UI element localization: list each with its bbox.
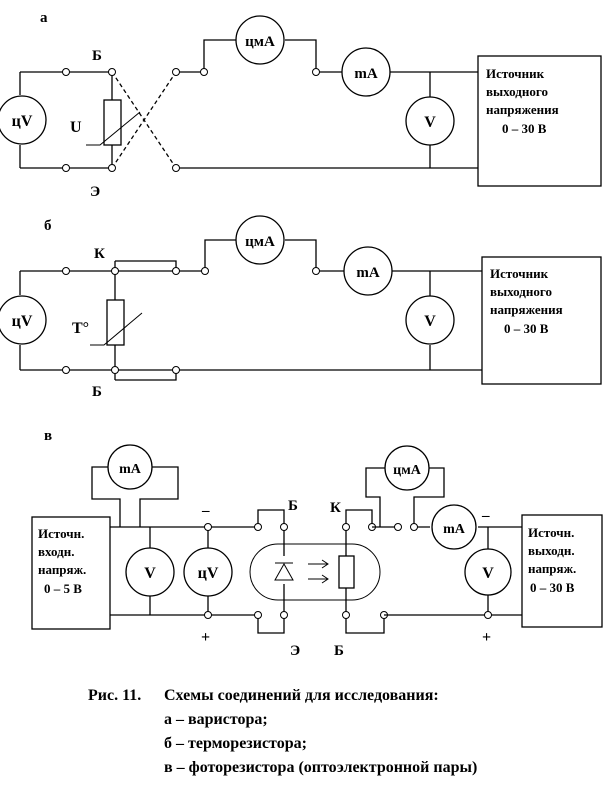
panel-a-letter: а bbox=[40, 10, 48, 26]
figure-title: Схемы соединений для исследования: bbox=[164, 687, 439, 704]
panel-c-node-b-bottom: Б bbox=[334, 643, 344, 659]
caption-item: в – фоторезистора (оптоэлектронной пары) bbox=[164, 759, 478, 776]
panel-c-source-left-line: Источн. bbox=[38, 526, 85, 541]
panel-b-element-label: T° bbox=[72, 320, 90, 337]
panel-c-terminal bbox=[343, 524, 350, 531]
panel-a-node-top: Б bbox=[92, 48, 102, 64]
panel-c-meter-v-right-label: V bbox=[482, 565, 494, 582]
panel-c-terminal bbox=[281, 524, 288, 531]
panel-a-node-bottom: Э bbox=[90, 184, 101, 200]
panel-c-terminal bbox=[395, 524, 402, 531]
panel-a-terminal bbox=[313, 69, 320, 76]
panel-c-terminal bbox=[411, 524, 418, 531]
panel-c-terminal bbox=[281, 612, 288, 619]
panel-a-element-label: U bbox=[70, 119, 82, 136]
panel-c-source-left-line: напряж. bbox=[38, 562, 87, 577]
panel-c-terminal bbox=[343, 612, 350, 619]
panel-a-source-line: напряжения bbox=[486, 102, 559, 117]
panel-a-source-line: Источник bbox=[486, 66, 545, 81]
panel-a-terminal bbox=[173, 165, 180, 172]
panel-b-thermistor bbox=[107, 300, 124, 345]
panel-b-meter-ma-label: mA bbox=[356, 265, 380, 281]
panel-a-terminal bbox=[109, 69, 116, 76]
panel-c-meter-cma-label: цмА bbox=[393, 463, 421, 478]
panel-b-top-wire bbox=[176, 240, 482, 271]
panel-c-node-k-top: К bbox=[330, 500, 341, 516]
panel-c-terminal bbox=[255, 524, 262, 531]
panel-c-node-b-top: Б bbox=[288, 498, 298, 514]
panel-a-meter-v-label: V bbox=[424, 114, 436, 131]
panel-b-meter-cv-label: цV bbox=[11, 313, 33, 330]
panel-b-terminal bbox=[202, 268, 209, 275]
panel-b-node-bottom: Б bbox=[92, 384, 102, 400]
panel-c-terminal bbox=[205, 612, 212, 619]
panel-a-meter-cma-label: цмА bbox=[245, 34, 275, 50]
panel-a bbox=[0, 10, 601, 200]
panel-c-terminal bbox=[205, 524, 212, 531]
panel-c-terminal bbox=[255, 612, 262, 619]
panel-c-source-right-line: 0 – 30 В bbox=[530, 580, 575, 595]
panel-a-terminal bbox=[63, 69, 70, 76]
panel-a-varistor bbox=[104, 100, 121, 145]
panel-a-terminal bbox=[173, 69, 180, 76]
panel-b-source-line: выходного bbox=[490, 284, 552, 299]
panel-c-meter-ma-left-label: mA bbox=[119, 462, 141, 477]
panel-a-meter-cv-label: цV bbox=[11, 113, 33, 130]
panel-c-letter: в bbox=[44, 428, 53, 444]
panel-b-node-top: К bbox=[94, 246, 105, 262]
panel-a-terminal bbox=[63, 165, 70, 172]
panel-c-minus-left: – bbox=[202, 503, 210, 519]
panel-c-source-left-line: 0 – 5 В bbox=[44, 581, 82, 596]
panel-c-meter-ma-right-label: mA bbox=[443, 522, 465, 537]
panel-a-meter-ma-label: mA bbox=[354, 66, 378, 82]
panel-c-photoresistor bbox=[339, 556, 354, 588]
panel-c-optocoupler-body bbox=[250, 544, 380, 600]
panel-b-source-line: Источник bbox=[490, 266, 549, 281]
caption-item: б – терморезистора; bbox=[164, 735, 307, 752]
panel-b-terminal bbox=[63, 367, 70, 374]
panel-a-top-wire bbox=[176, 40, 478, 72]
panel-a-terminal bbox=[109, 165, 116, 172]
panel-b-source-line: напряжения bbox=[490, 302, 563, 317]
panel-c bbox=[32, 428, 602, 659]
panel-c-plus-left: + bbox=[201, 629, 211, 646]
panel-b-meter-v-label: V bbox=[424, 313, 436, 330]
panel-c-source-right-line: Источн. bbox=[528, 525, 575, 540]
panel-a-terminal bbox=[201, 69, 208, 76]
panel-c-source-right-line: выходн. bbox=[528, 543, 575, 558]
panel-a-source-line: выходного bbox=[486, 84, 548, 99]
panel-b-terminal bbox=[173, 367, 180, 374]
panel-c-node-e-bottom: Э bbox=[290, 643, 301, 659]
panel-b-terminal bbox=[112, 367, 119, 374]
panel-b-terminal bbox=[313, 268, 320, 275]
panel-c-source-right-line: напряж. bbox=[528, 561, 577, 576]
panel-b-meter-cma-label: цмА bbox=[245, 234, 275, 250]
panel-a-source-line: 0 – 30 В bbox=[502, 121, 547, 136]
panel-b-source-line: 0 – 30 В bbox=[504, 321, 549, 336]
panel-c-led-diode bbox=[275, 563, 293, 580]
panel-b-terminal bbox=[173, 268, 180, 275]
figure-number: Рис. 11. bbox=[88, 687, 142, 704]
caption-item: а – варистора; bbox=[164, 711, 268, 728]
panel-b-terminal bbox=[63, 268, 70, 275]
panel-c-meter-cv-label: цV bbox=[197, 565, 219, 582]
panel-c-minus-right: – bbox=[482, 508, 490, 524]
panel-b-terminal bbox=[112, 268, 119, 275]
panel-b bbox=[0, 216, 601, 400]
panel-c-terminal bbox=[485, 612, 492, 619]
panel-c-plus-right: + bbox=[482, 629, 492, 646]
panel-c-source-left-line: входн. bbox=[38, 544, 75, 559]
panel-c-light-arrows bbox=[308, 560, 328, 583]
panel-b-letter: б bbox=[44, 218, 52, 234]
panel-c-meter-v-left-label: V bbox=[144, 565, 156, 582]
